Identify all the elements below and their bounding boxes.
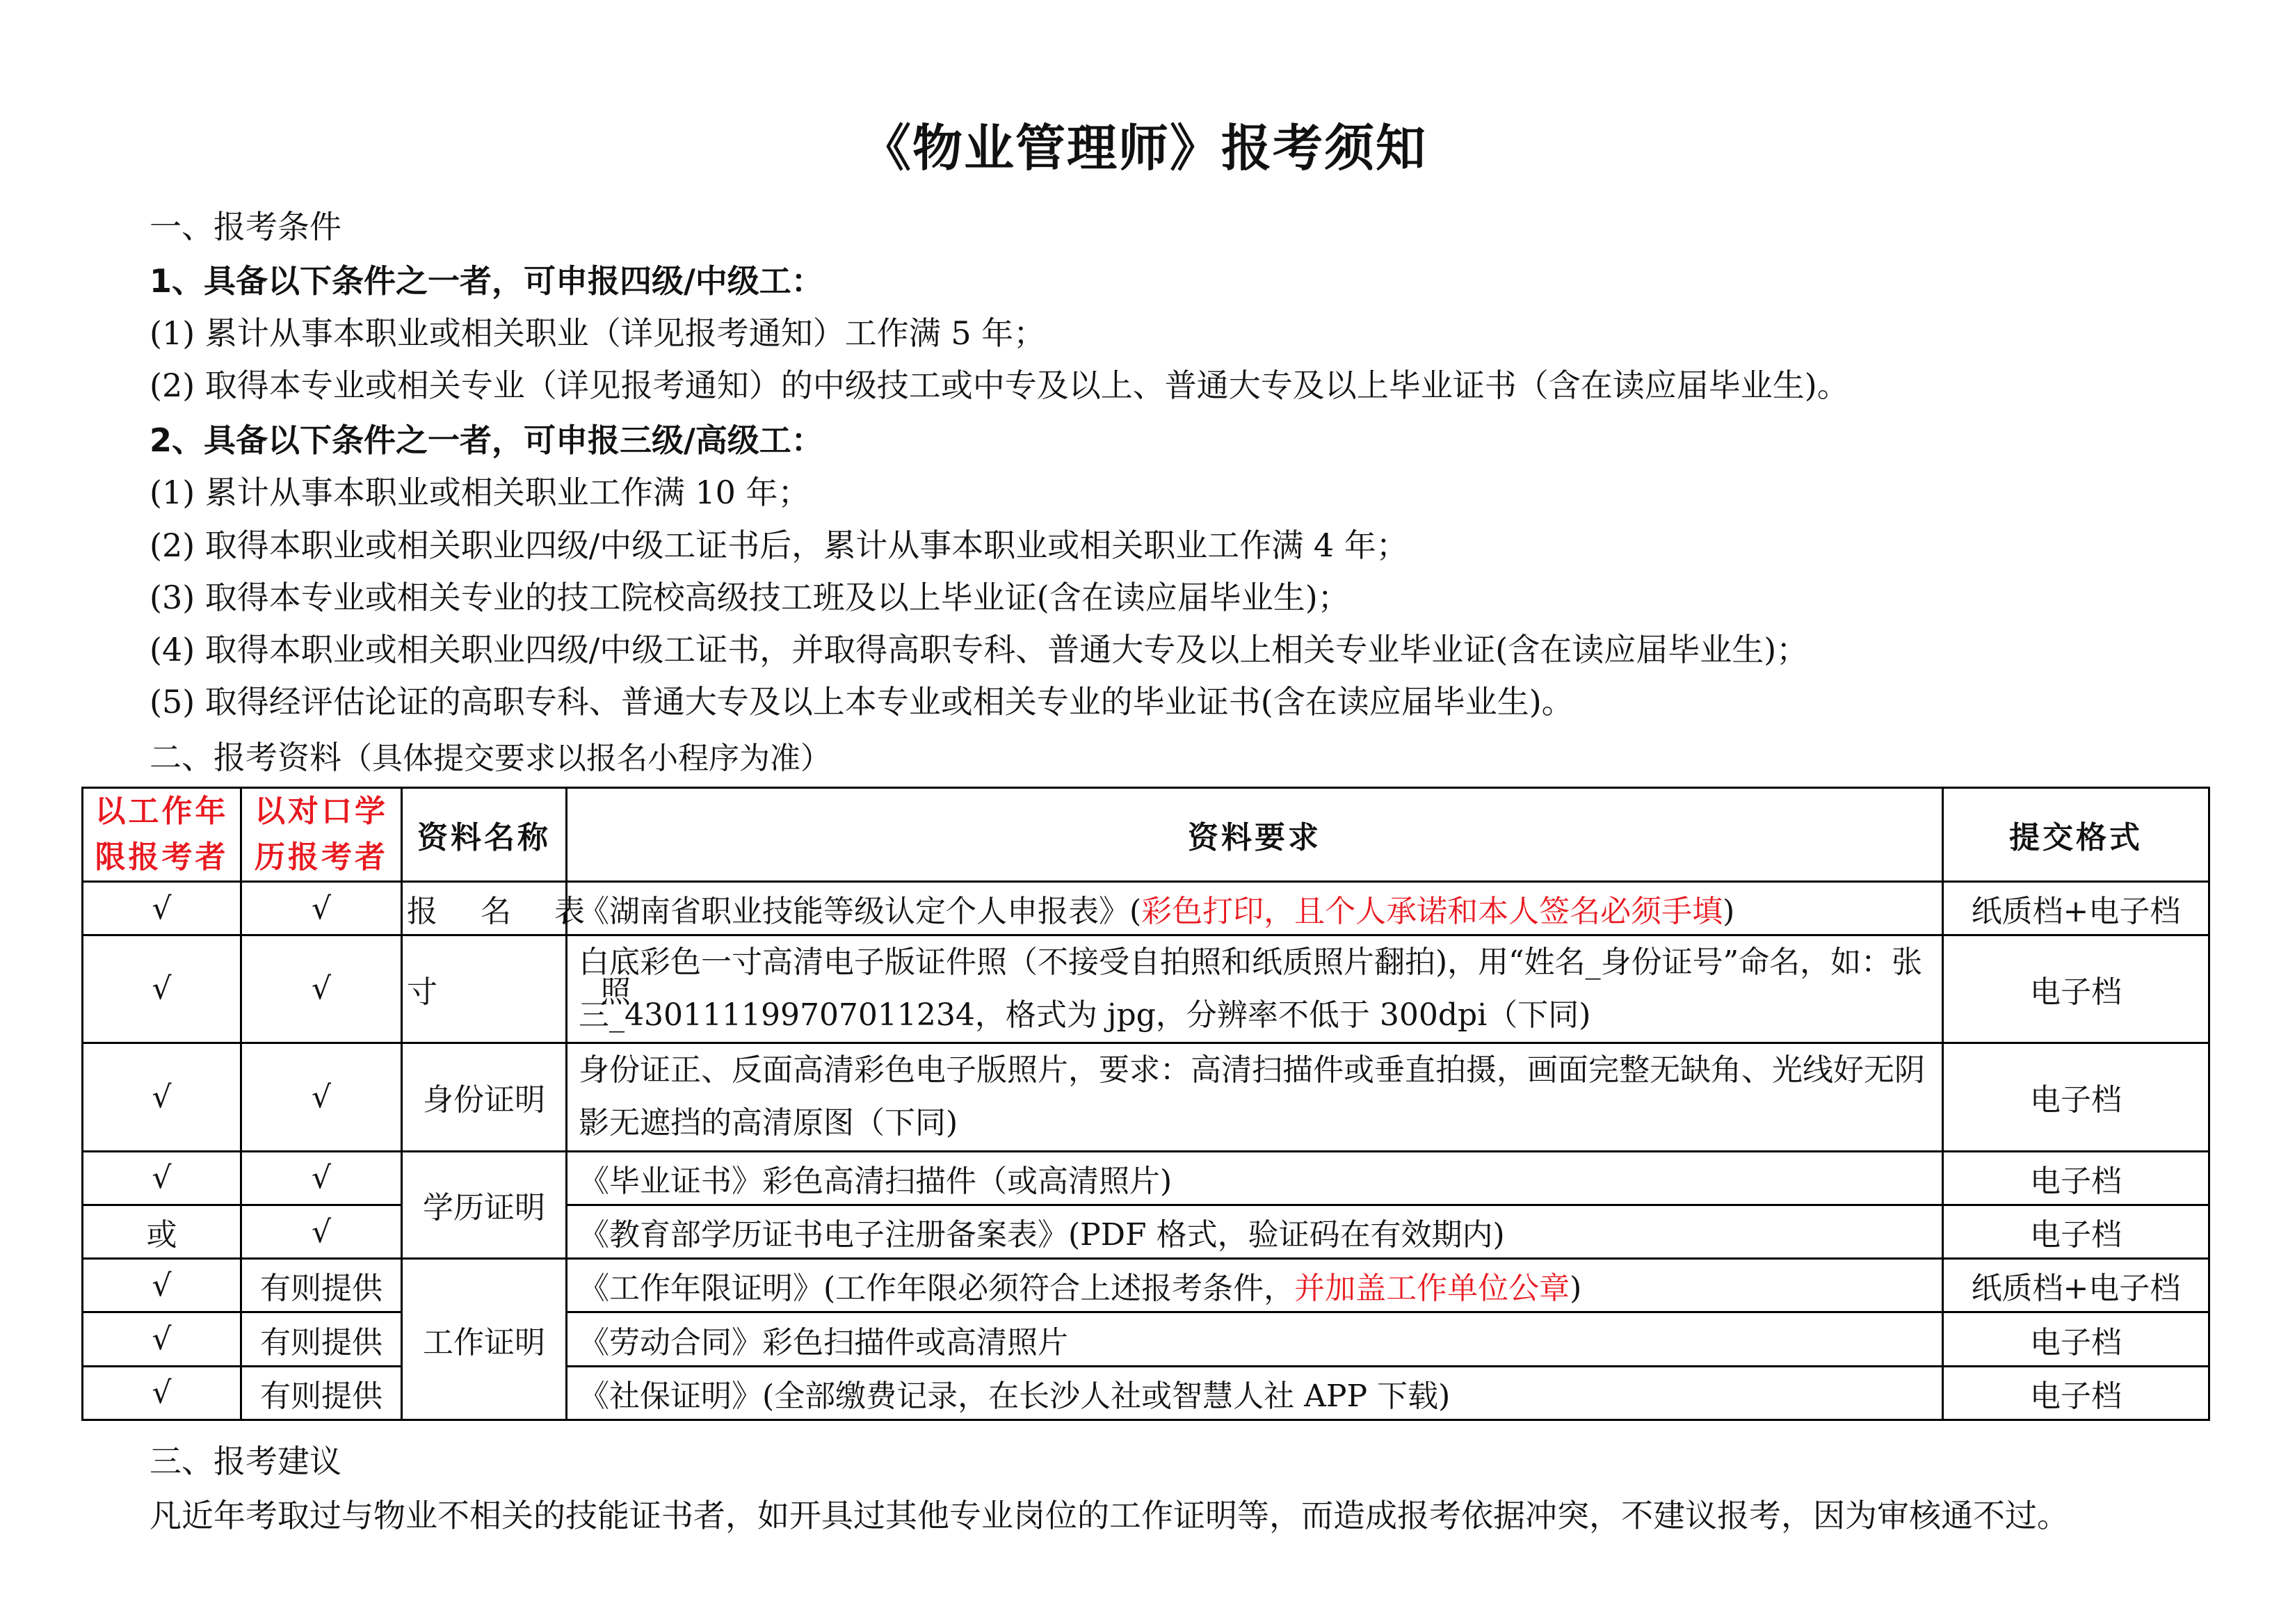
- header-work-years: 以工作年限报考者: [83, 788, 241, 882]
- requirement-text: 《湖南省职业技能等级认定个人申报表》(: [579, 894, 1142, 930]
- cell-education: 有则提供: [241, 1312, 402, 1366]
- cell-format: 电子档: [1943, 1312, 2209, 1366]
- section1-heading: 一、报考条件: [150, 208, 341, 246]
- table-row: [83, 935, 2209, 1043]
- cell-format: 电子档: [1943, 935, 2209, 1043]
- requirement-red-text: 彩色打印，且个人承诺和本人签名必须手填: [1141, 894, 1723, 930]
- cell-education: 有则提供: [241, 1259, 402, 1312]
- cell-material-name: [402, 882, 602, 935]
- cell-education: √: [241, 1205, 402, 1258]
- cell-material-name: 学历证明: [402, 1151, 567, 1259]
- table-row: [83, 1205, 2209, 1258]
- page-title: 《物业管理师》报考须知: [860, 119, 1427, 177]
- group2-item-1: (1) 累计从事本职业或相关职业工作满 10 年；: [150, 474, 810, 511]
- cell-work-years: √: [83, 935, 241, 1043]
- table-row: [83, 1312, 2209, 1366]
- table-row: [83, 1366, 2209, 1420]
- cell-requirement: [567, 1259, 1943, 1312]
- cell-material-name: 工作证明: [402, 1259, 567, 1420]
- header-format: 提交格式: [1943, 788, 2209, 882]
- cell-format: 电子档: [1943, 1043, 2209, 1152]
- section2-heading-line: [150, 732, 831, 778]
- cell-format: 电子档: [1943, 1151, 2209, 1205]
- group2-item-2: (2) 取得本职业或相关职业四级/中级工证书后，累计从事本职业或相关职业工作满 4 年；: [150, 526, 1408, 564]
- cell-material-name: [402, 935, 707, 1043]
- cell-work-years: √: [83, 1366, 241, 1420]
- requirement-end-text: ): [1570, 1271, 1582, 1307]
- cell-requirement: 《劳动合同》彩色扫描件或高清照片: [567, 1312, 1943, 1366]
- cell-format: 纸质档+电子档: [1943, 882, 2209, 935]
- cell-requirement: [567, 882, 1943, 935]
- requirement-text: 《工作年限证明》(工作年限必须符合上述报考条件，: [579, 1271, 1295, 1307]
- cell-requirement: 《社保证明》(全部缴费记录，在长沙人社或智慧人社 APP 下载): [567, 1366, 1943, 1420]
- materials-table: [81, 787, 2210, 1421]
- group2-heading: 2、具备以下条件之一者，可申报三级/高级工：: [150, 421, 823, 459]
- cell-requirement: 身份证正、反面高清彩色电子版照片，要求：高清扫描件或垂直拍摄，画面完整无缺角、光线好无阴影无遮挡的高清原图（下同): [567, 1043, 1943, 1152]
- cell-work-years: √: [83, 882, 241, 935]
- cell-education: √: [241, 935, 402, 1043]
- material-name-text: 寸 照: [407, 974, 707, 1010]
- group2-item-3: (3) 取得本专业或相关专业的技工院校高级技工班及以上毕业证(含在读应届毕业生)；: [150, 579, 1350, 616]
- group1-item-1: (1) 累计从事本职业或相关职业（详见报考通知）工作满 5 年；: [150, 314, 1046, 352]
- cell-format: 电子档: [1943, 1366, 2209, 1420]
- group1-heading: 1、具备以下条件之一者，可申报四级/中级工：: [150, 262, 823, 300]
- cell-work-years: √: [83, 1312, 241, 1366]
- cell-education: √: [241, 882, 402, 935]
- group1-item-2: (2) 取得本专业或相关专业（详见报考通知）的中级技工或中专及以上、普通大专及以上毕业证书（含在读应届毕业生)。: [150, 367, 1849, 404]
- group2-item-4: (4) 取得本职业或相关职业四级/中级工证书，并取得高职专科、普通大专及以上相关专业毕业证(含在读应届毕业生)；: [150, 631, 1809, 668]
- cell-work-years: √: [83, 1043, 241, 1152]
- cell-work-years: √: [83, 1259, 241, 1312]
- group2-item-5: (5) 取得经评估论证的高职专科、普通大专及以上本专业或相关专业的毕业证书(含在读应届毕业生)。: [150, 683, 1574, 721]
- cell-education: √: [241, 1043, 402, 1152]
- material-name-text: 报 名 表: [407, 894, 602, 930]
- section3-heading: 三、报考建议: [150, 1442, 341, 1480]
- cell-education: 有则提供: [241, 1366, 402, 1420]
- section3-text: 凡近年考取过与物业不相关的技能证书者，如开具过其他专业岗位的工作证明等，而造成报考依据冲突，不建议报考，因为审核通不过。: [150, 1497, 2069, 1534]
- cell-requirement: 《毕业证书》彩色高清扫描件（或高清照片): [567, 1151, 1943, 1205]
- section2-heading: 二、报考资料: [150, 739, 341, 776]
- table-row: [83, 1043, 2209, 1152]
- requirement-end-text: ): [1723, 894, 1735, 930]
- header-requirements: 资料要求: [567, 788, 1943, 882]
- section2-note: （具体提交要求以报名小程序为准）: [341, 741, 831, 776]
- table-row: [83, 1259, 2209, 1312]
- cell-work-years: √: [83, 1151, 241, 1205]
- cell-format: 电子档: [1943, 1205, 2209, 1258]
- header-material-name: 资料名称: [402, 788, 567, 882]
- table-row: [83, 882, 2209, 935]
- cell-education: √: [241, 1151, 402, 1205]
- header-education: 以对口学历报考者: [241, 788, 402, 882]
- cell-format: 纸质档+电子档: [1943, 1259, 2209, 1312]
- requirement-red-text: 并加盖工作单位公章: [1294, 1271, 1570, 1307]
- cell-requirement: 《教育部学历证书电子注册备案表》(PDF 格式，验证码在有效期内): [567, 1205, 1943, 1258]
- table-row: [83, 1151, 2209, 1205]
- table-header-row: [83, 788, 2209, 882]
- cell-material-name: 身份证明: [402, 1043, 567, 1152]
- cell-requirement: 白底彩色一寸高清电子版证件照（不接受自拍照和纸质照片翻拍)，用“姓名_身份证号”命名，如：张三_430111199707011234，格式为 jpg，分辨率不低于 300dpi（下同): [567, 935, 1943, 1043]
- cell-work-years: 或: [83, 1205, 241, 1258]
